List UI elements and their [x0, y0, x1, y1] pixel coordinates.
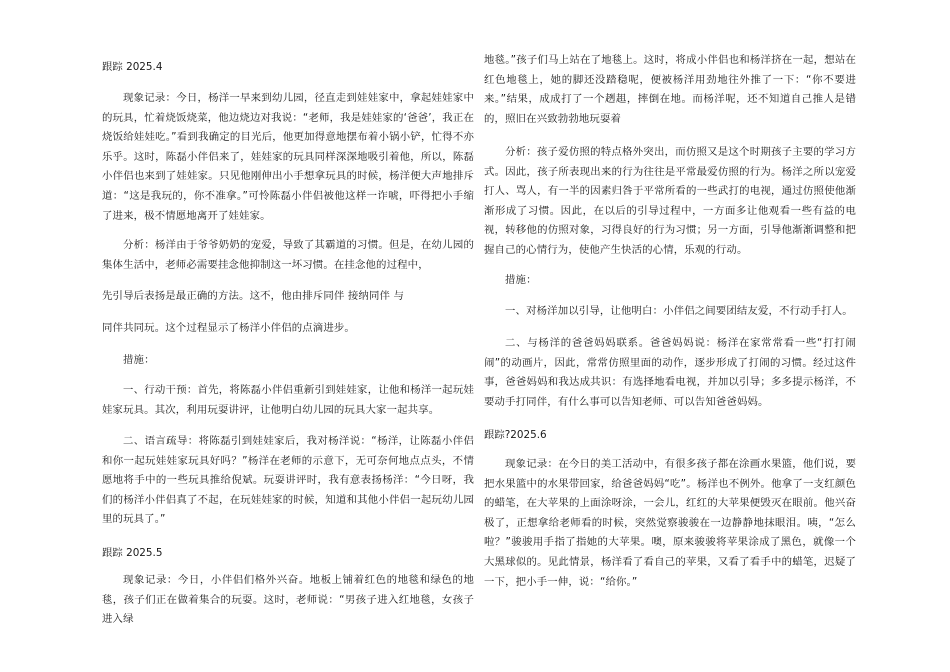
observation-paragraph-3: 现象记录：在今日的美工活动中，有很多孩子都在涂画水果篮，他们说，要把水果篮中的水果带回家，给爸爸妈妈“吃”。杨洋也不例外。他拿了一支红颜色的蜡笔，在大苹果的上面涂呀涂，一会儿，红红的大苹果便毁灭在眼前。他兴奋极了，正想拿给老师看的时候，突然觉察骏骏在一边静静地抹眼泪。咦，“怎么啦？”骏骏用手指了指她的大苹果。噢，原来骏骏将苹果涂成了黑色，就像一个大黑球似的。见此情景，杨洋看了看自己的苹果，又看了看手中的蜡笔，迟疑了一下，把小手一伸，说：“给你。”	[484, 458, 856, 588]
measure-action-intervention: 一、行动干预：首先，将陈磊小伴侣重新引到娃娃家，让他和杨洋一起玩娃娃家玩具。其次，利用玩耍讲评，让他明白幼儿园的玩具大家一起共享。	[102, 384, 474, 416]
analysis-paragraph-1: 分析：杨洋由于爷爷奶奶的宠爱，导致了其霸道的习惯。但是，在幼儿园的集体生活中，老师必需要挂念他抑制这一坏习惯。在挂念他的过程中，	[102, 239, 474, 271]
measures-label-1: 措施：	[123, 354, 155, 366]
analysis-paragraph-1-end: 同伴共同玩。这个过程显示了杨洋小伴侣的点滴进步。	[102, 322, 355, 334]
measure-language-guidance: 二、语言疏导：将陈磊引到娃娃家后，我对杨洋说：“杨洋，让陈磊小伴侣和你一起玩娃娃家玩具好吗？”杨洋在老师的示意下，无可奈何地点点头，不情愿地将手中的一些玩具推给倪斌。玩耍讲评时，我有意表扬杨洋：“今日呀，我们的杨洋小伴侣真了不起，在玩娃娃家的时候，知道和其他小伴侣一起玩幼儿园里的玩具了。”	[102, 435, 474, 526]
observation-paragraph-2-continued: 地毯。”孩子们马上站在了地毯上。这时，将成小伴侣也和杨洋挤在一起，想站在红色地毯上，她的脚还没踏稳呢，便被杨洋用劲地往外推了一下：“你不要进来。”结果，成成打了一个趔趄，摔倒在地。而杨洋呢，还不知道自己推人是错的，照旧在兴致勃勃地玩耍着	[484, 54, 856, 125]
measure-contact-parents: 二、与杨洋的爸爸妈妈联系。爸爸妈妈说：杨洋在家常常看一些“打打闹闹”的动画片，因此，常常仿照里面的动作，逐步形成了打闹的习惯。经过这件事，爸爸妈妈和我达成共识：有选择地看电视，并加以引导；多多提示杨洋，不要动手打同伴，有什么事可以告知老师、可以告知爸爸妈妈。	[484, 337, 856, 408]
heading-tracking-2025-5: 跟踪 2025.5	[102, 547, 163, 559]
heading-tracking-2025-6: 跟踪?2025.6	[484, 429, 547, 441]
analysis-paragraph-2: 分析：孩子爱仿照的特点格外突出，而仿照又是这个时期孩子主要的学习方式。因此，孩子所表现出来的行为往往是平常最爱仿照的行为。杨洋之所以宠爱打人、骂人，有一半的因素归咎于平常所看的一些武打的电视，通过仿照使他渐渐形成了习惯。因此，在以后的引导过程中，一方面多让他观看一些有益的电视，转移他的仿照对象，习得良好的行为习惯；另一方面，引导他渐渐调整和把握自己的心情行为，使他产生快活的心情，乐观的行动。	[484, 146, 856, 256]
analysis-paragraph-1-continued: 先引导后表扬是最正确的方法。这不，他由排斥同伴 接纳同伴 与	[102, 290, 405, 302]
heading-tracking-2025-4: 跟踪 2025.4	[102, 61, 163, 73]
observation-paragraph-1: 现象记录：今日，杨洋一早来到幼儿园，径直走到娃娃家中，拿起娃娃家中的玩具，忙着烧饭烧菜，他边烧边对我说：“老师，我是娃娃家的‘爸爸’，我正在烧饭给娃娃吃。”看到我确定的目光后，他更加得意地摆布着小锅小铲，忙得不亦乐乎。这时，陈磊小伴侣来了，娃娃家的玩具同样深深地吸引着他，所以，陈磊小伴侣也来到了娃娃家。只见他刚伸出小手想拿玩具的时候，杨洋便大声地排斥道：“这是我玩的，你不准拿。”可怜陈磊小伴侣被他这样一诈唬，吓得把小手缩了进来，极不情愿地离开了娃娃家。	[102, 92, 474, 222]
measures-label-2: 措施：	[505, 274, 537, 286]
observation-paragraph-2: 现象记录：今日，小伴侣们格外兴奋。地板上铺着红色的地毯和绿色的地毯，孩子们正在做着集合的玩耍。这时，老师说：“男孩子进入红地毯，女孩子进入绿	[102, 574, 474, 626]
measure-guide-yang: 一、对杨洋加以引导，让他明白：小伴侣之间要团结友爱，不行动手打人。	[505, 305, 853, 317]
